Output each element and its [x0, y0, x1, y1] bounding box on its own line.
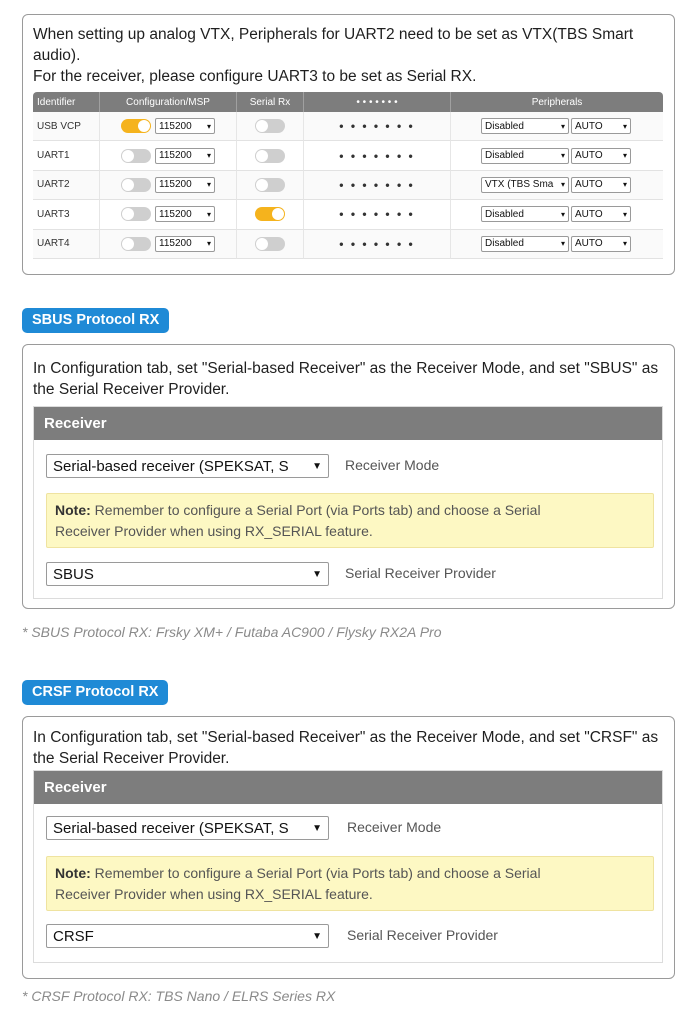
speed-value: AUTO: [575, 120, 603, 132]
dots-cell: • • • • • • •: [304, 112, 451, 141]
chevron-down-icon: ▾: [206, 121, 211, 131]
crsf-text-line-2: the Serial Receiver Provider.: [33, 750, 230, 767]
note-line-2: Receiver Provider when using RX_SERIAL feature.: [55, 523, 373, 539]
msp-cell: [100, 112, 237, 141]
chevron-down-icon: ▾: [622, 180, 627, 190]
sbus-instructions: [23, 345, 674, 400]
baud-value: 115200: [159, 179, 192, 191]
speed-value: AUTO: [575, 238, 603, 250]
dots-cell: • • • • • • •: [304, 200, 451, 229]
baud-select[interactable]: [155, 236, 215, 252]
receiver-mode-select[interactable]: [46, 454, 329, 478]
serial-rx-cell: [237, 171, 304, 200]
receiver-mode-label: Receiver Mode: [347, 819, 442, 835]
vtx-line-3: For the receiver, please configure UART3 to be set as Serial RX.: [33, 68, 477, 85]
speed-value: AUTO: [575, 150, 603, 162]
receiver-panel-title: Receiver: [34, 771, 662, 804]
port-row-uart2: [33, 171, 663, 200]
note-text-1: Remember to configure a Serial Port (via Ports tab) and choose a Serial: [90, 865, 541, 881]
speed-value: AUTO: [575, 208, 603, 220]
peripherals-cell: [451, 230, 663, 259]
serial-provider-value: CRSF: [53, 927, 94, 945]
msp-cell: [100, 141, 237, 170]
serial-provider-select[interactable]: [46, 562, 329, 586]
peripheral-value: Disabled: [485, 208, 524, 220]
peripheral-speed-select[interactable]: [571, 206, 631, 222]
msp-cell: [100, 200, 237, 229]
chevron-down-icon: ▾: [206, 180, 211, 190]
speed-value: AUTO: [575, 179, 603, 191]
serial-rx-cell: [237, 200, 304, 229]
chevron-down-icon: ▾: [622, 151, 627, 161]
ports-table: [33, 92, 663, 259]
note-text-1: Remember to configure a Serial Port (via Ports tab) and choose a Serial: [90, 502, 541, 518]
msp-cell: [100, 230, 237, 259]
header-peripherals: Peripherals: [451, 92, 663, 112]
baud-value: 115200: [159, 208, 192, 220]
serial-rx-toggle[interactable]: [255, 119, 285, 133]
chevron-down-icon: ▾: [622, 239, 627, 249]
receiver-panel-title: Receiver: [34, 407, 662, 440]
serial-rx-toggle[interactable]: [255, 207, 285, 221]
peripheral-value: Disabled: [485, 150, 524, 162]
port-row-uart3: [33, 200, 663, 229]
msp-toggle[interactable]: [121, 149, 151, 163]
serial-provider-label: Serial Receiver Provider: [347, 927, 498, 943]
msp-toggle[interactable]: [121, 237, 151, 251]
note-line-1: [55, 863, 645, 884]
msp-toggle[interactable]: [121, 207, 151, 221]
chevron-down-icon: ▼: [312, 822, 322, 834]
port-identifier: UART3: [33, 200, 100, 229]
peripheral-select[interactable]: [481, 236, 569, 252]
sbus-caption: * SBUS Protocol RX: Frsky XM+ / Futaba AC900 / Flysky RX2A Pro: [22, 624, 442, 640]
dots-cell: • • • • • • •: [304, 141, 451, 170]
serial-port-note: [46, 493, 654, 548]
peripheral-value: Disabled: [485, 238, 524, 250]
peripheral-value: VTX (TBS Sma: [485, 179, 554, 191]
port-row-uart4: [33, 230, 663, 259]
vtx-line-2: audio).: [33, 47, 81, 64]
vtx-instructions: [23, 15, 674, 87]
baud-select[interactable]: [155, 177, 215, 193]
baud-select[interactable]: [155, 206, 215, 222]
serial-rx-toggle[interactable]: [255, 237, 285, 251]
chevron-down-icon: ▾: [560, 209, 565, 219]
peripheral-speed-select[interactable]: [571, 118, 631, 134]
chevron-down-icon: ▾: [206, 209, 211, 219]
serial-rx-cell: [237, 230, 304, 259]
chevron-down-icon: ▾: [622, 209, 627, 219]
sbus-text-line-2: the Serial Receiver Provider.: [33, 381, 230, 398]
note-line-1: [55, 500, 645, 521]
sbus-section-pill: SBUS Protocol RX: [22, 308, 169, 333]
baud-select[interactable]: [155, 148, 215, 164]
port-identifier: UART2: [33, 171, 100, 200]
header-dots: • • • • • • •: [304, 92, 451, 112]
chevron-down-icon: ▾: [206, 151, 211, 161]
baud-select[interactable]: [155, 118, 215, 134]
sbus-receiver-panel: [33, 406, 663, 599]
chevron-down-icon: ▾: [560, 121, 565, 131]
sbus-text-line-1: In Configuration tab, set "Serial-based Receiver" as the Receiver Mode, and set "SBUS" as: [33, 360, 659, 377]
chevron-down-icon: ▾: [560, 239, 565, 249]
baud-value: 115200: [159, 120, 192, 132]
header-configuration-msp: Configuration/MSP: [100, 92, 237, 112]
serial-rx-cell: [237, 112, 304, 141]
chevron-down-icon: ▼: [312, 460, 322, 472]
peripheral-speed-select[interactable]: [571, 177, 631, 193]
header-serial-rx: Serial Rx: [237, 92, 304, 112]
port-row-uart1: [33, 141, 663, 170]
baud-value: 115200: [159, 150, 192, 162]
port-identifier: USB VCP: [33, 112, 100, 141]
note-bold: Note:: [55, 502, 91, 518]
port-row-usb-vcp: [33, 112, 663, 141]
note-bold: Note:: [55, 865, 91, 881]
crsf-receiver-panel: [33, 770, 663, 963]
msp-cell: [100, 171, 237, 200]
vtx-line-1: When setting up analog VTX, Peripherals for UART2 need to be set as VTX(TBS Smart: [33, 26, 634, 43]
baud-value: 115200: [159, 238, 192, 250]
serial-provider-value: SBUS: [53, 565, 94, 583]
msp-toggle[interactable]: [121, 119, 151, 133]
peripherals-cell: [451, 141, 663, 170]
chevron-down-icon: ▾: [206, 239, 211, 249]
peripherals-cell: [451, 112, 663, 141]
peripheral-speed-select[interactable]: [571, 236, 631, 252]
receiver-mode-select[interactable]: [46, 816, 329, 840]
msp-toggle[interactable]: [121, 178, 151, 192]
serial-rx-toggle[interactable]: [255, 178, 285, 192]
crsf-instructions: [23, 717, 674, 769]
receiver-mode-value: Serial-based receiver (SPEKSAT, S: [53, 457, 289, 475]
peripheral-select[interactable]: [481, 118, 569, 134]
receiver-mode-label: Receiver Mode: [345, 457, 440, 473]
chevron-down-icon: ▾: [560, 180, 565, 190]
serial-port-note: [46, 856, 654, 911]
serial-rx-toggle[interactable]: [255, 149, 285, 163]
header-identifier: Identifier: [33, 92, 100, 112]
peripheral-speed-select[interactable]: [571, 148, 631, 164]
crsf-section-pill: CRSF Protocol RX: [22, 680, 168, 705]
chevron-down-icon: ▼: [312, 568, 322, 580]
chevron-down-icon: ▼: [312, 930, 322, 942]
receiver-mode-value: Serial-based receiver (SPEKSAT, S: [53, 819, 289, 837]
peripheral-value: Disabled: [485, 120, 524, 132]
peripheral-select[interactable]: [481, 206, 569, 222]
chevron-down-icon: ▾: [560, 151, 565, 161]
chevron-down-icon: ▾: [622, 121, 627, 131]
note-line-2: Receiver Provider when using RX_SERIAL feature.: [55, 886, 373, 902]
ports-header-row: [33, 92, 663, 112]
serial-provider-label: Serial Receiver Provider: [345, 565, 496, 581]
dots-cell: • • • • • • •: [304, 230, 451, 259]
peripherals-cell: [451, 171, 663, 200]
port-identifier: UART4: [33, 230, 100, 259]
crsf-caption: * CRSF Protocol RX: TBS Nano / ELRS Series RX: [22, 988, 336, 1004]
peripheral-select[interactable]: [481, 177, 569, 193]
serial-rx-cell: [237, 141, 304, 170]
peripheral-select[interactable]: [481, 148, 569, 164]
dots-cell: • • • • • • •: [304, 171, 451, 200]
peripherals-cell: [451, 200, 663, 229]
crsf-text-line-1: In Configuration tab, set "Serial-based Receiver" as the Receiver Mode, and set "CRSF" as: [33, 729, 659, 746]
serial-provider-select[interactable]: [46, 924, 329, 948]
port-identifier: UART1: [33, 141, 100, 170]
